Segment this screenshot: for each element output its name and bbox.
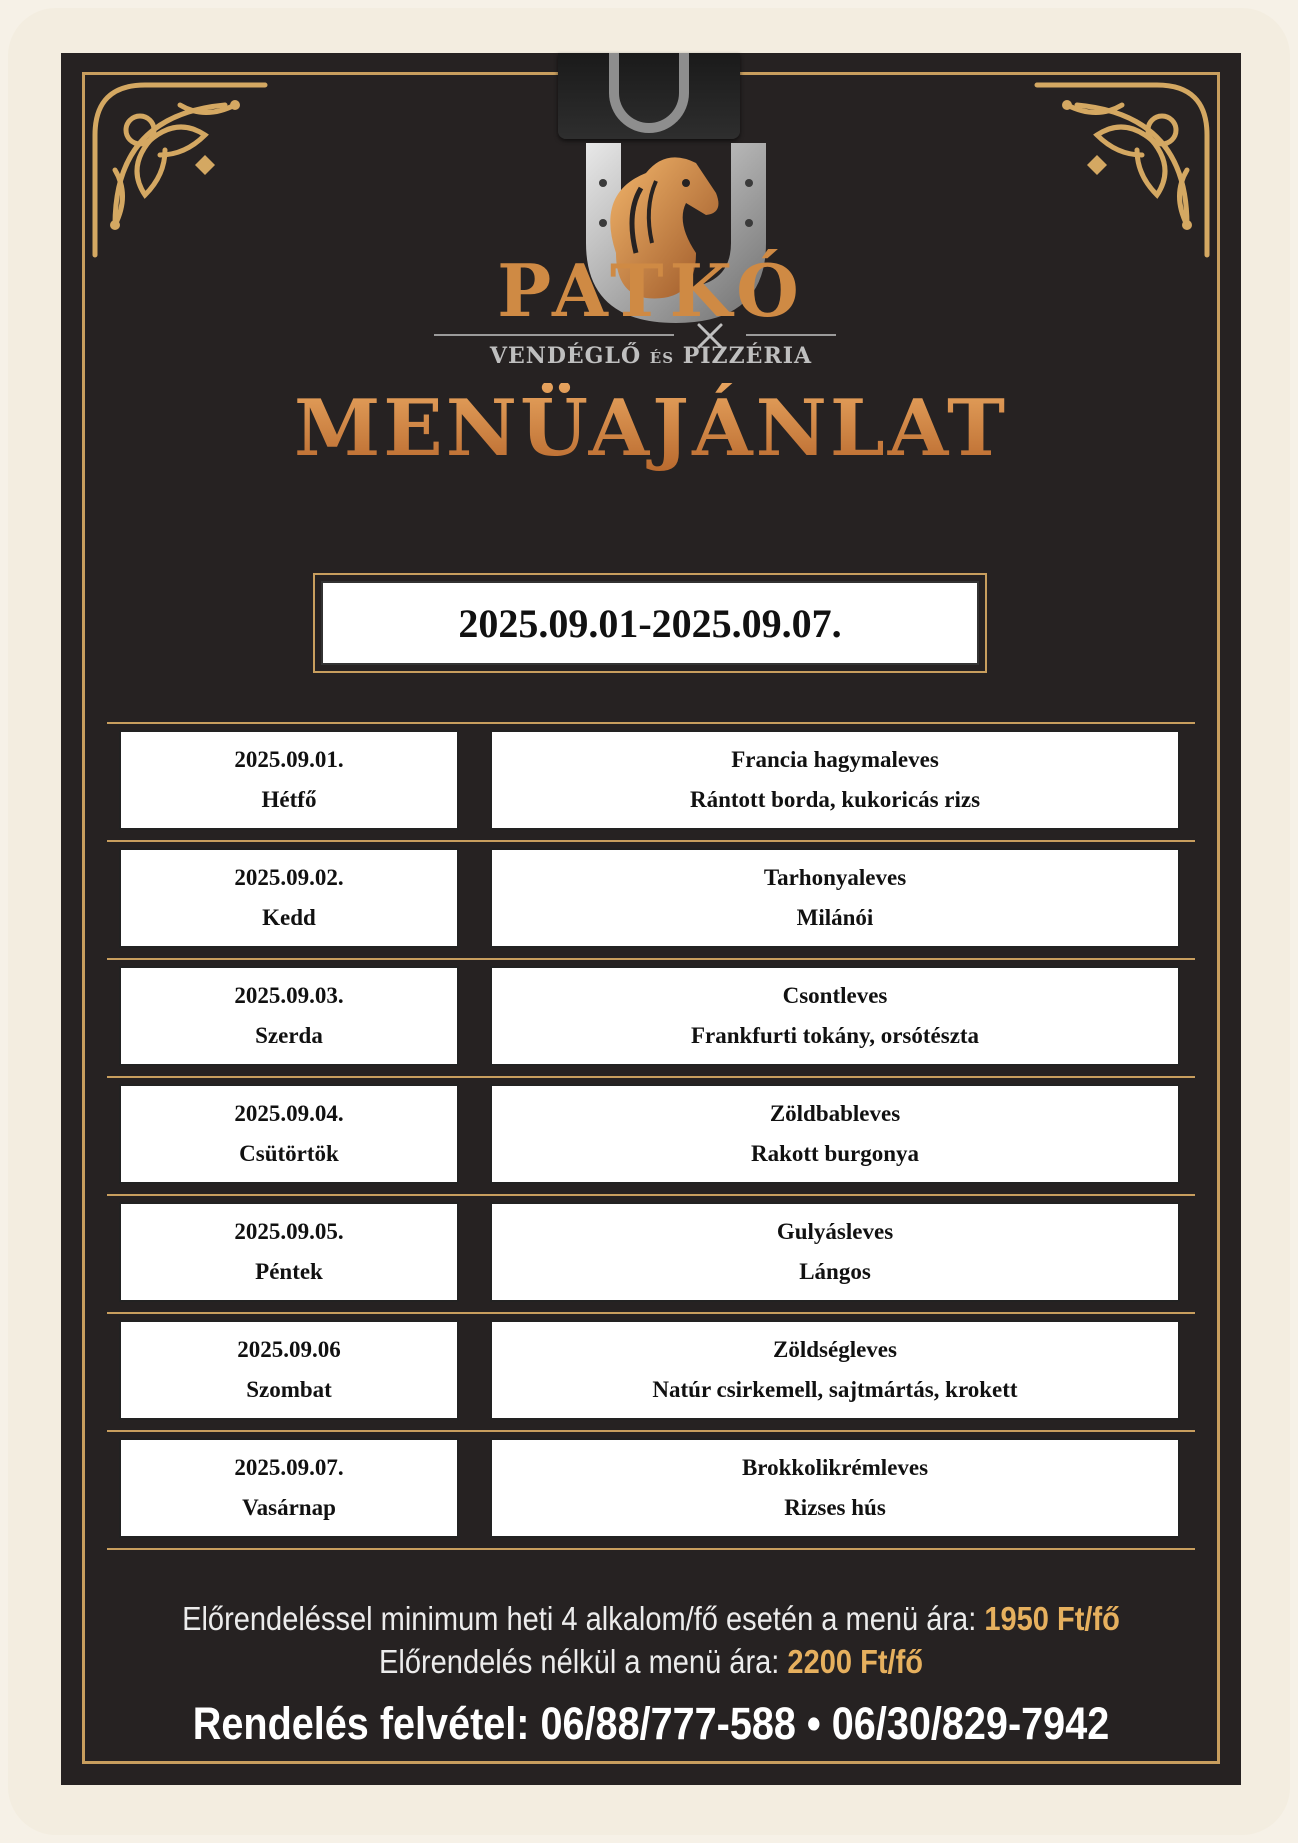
day-cell [119, 1202, 459, 1302]
tagline-and: ÉS [649, 349, 675, 367]
price-line-text: Előrendelés nélkül a menü ára: [378, 1643, 780, 1680]
day-cell [119, 1438, 459, 1538]
day-cell [119, 848, 459, 948]
day-name: Péntek [255, 1259, 323, 1284]
price-regular: 2200 Ft/fő [787, 1643, 923, 1680]
day-date: 2025.09.01. [234, 747, 344, 772]
main-course: Rizses hús [784, 1495, 886, 1520]
soup: Csontleves [782, 983, 888, 1008]
menu-row [107, 958, 1195, 1076]
day-date: 2025.09.07. [234, 1455, 344, 1480]
menu-row [107, 722, 1195, 840]
day-name: Vasárnap [242, 1495, 336, 1520]
date-range-box [313, 573, 987, 673]
price-line-text: Előrendeléssel minimum heti 4 alkalom/fő esetén a menü ára: [182, 1600, 977, 1637]
main-course: Rakott burgonya [750, 1141, 920, 1166]
menu-row [107, 1194, 1195, 1312]
menu-board [61, 53, 1241, 1785]
brand-name: PATKÓ [497, 248, 805, 333]
day-cell [119, 1084, 459, 1184]
day-cell [119, 1320, 459, 1420]
menu-title: MENÜAJÁNLAT [61, 383, 1241, 474]
menu-row [107, 840, 1195, 958]
soup: Tarhonyaleves [763, 865, 907, 890]
day-cell [119, 966, 459, 1066]
day-date: 2025.09.03. [234, 983, 344, 1008]
price-line-regular [132, 1643, 1170, 1681]
tagline-left: VENDÉGLŐ [489, 343, 642, 369]
ornament-corner-icon [1027, 75, 1217, 265]
day-date: 2025.09.02. [234, 865, 344, 890]
tagline-divider [434, 334, 674, 336]
day-name: Kedd [262, 905, 316, 930]
main-course: Lángos [799, 1259, 871, 1284]
main-course: Rántott borda, kukoricás rizs [689, 787, 981, 812]
tagline-right: PIZZÉRIA [682, 343, 813, 369]
day-date: 2025.09.05. [234, 1219, 344, 1244]
dish-cell [490, 1202, 1180, 1302]
ornament-corner-icon [85, 75, 275, 265]
soup: Brokkolikrémleves [741, 1455, 929, 1480]
soup: Zöldbableves [769, 1101, 901, 1126]
order-phone-line[interactable]: Rendelés felvétel: 06/88/777-588 • 06/30/829-7942 [192, 1698, 1110, 1749]
date-range: 2025.09.01-2025.09.07. [321, 581, 979, 665]
day-name: Hétfő [261, 787, 317, 812]
main-course: Natúr csirkemell, sajtmártás, krokett [652, 1377, 1018, 1402]
tagline [61, 343, 1241, 369]
price-preorder: 1950 Ft/fő [984, 1600, 1120, 1637]
main-course: Milánói [796, 905, 874, 930]
day-name: Szerda [255, 1023, 323, 1048]
day-cell [119, 730, 459, 830]
day-date: 2025.09.06 [237, 1337, 341, 1362]
menu-row [107, 1312, 1195, 1430]
tagline-divider [746, 334, 836, 336]
day-name: Szombat [246, 1377, 332, 1402]
soup: Gulyásleves [776, 1219, 894, 1244]
soup: Francia hagymaleves [731, 747, 939, 772]
price-line-preorder [132, 1600, 1170, 1638]
dish-cell [490, 966, 1180, 1066]
dish-cell [490, 1084, 1180, 1184]
dish-cell [490, 730, 1180, 830]
day-name: Csütörtök [239, 1141, 339, 1166]
menu-row [107, 1430, 1195, 1550]
main-course: Frankfurti tokány, orsótészta [690, 1023, 980, 1048]
soup: Zöldségleves [773, 1337, 897, 1362]
dish-cell [490, 848, 1180, 948]
dish-cell [490, 1438, 1180, 1538]
dish-cell [490, 1320, 1180, 1420]
menu-row [107, 1076, 1195, 1194]
day-date: 2025.09.04. [234, 1101, 344, 1126]
weekly-menu-table [107, 722, 1195, 1550]
